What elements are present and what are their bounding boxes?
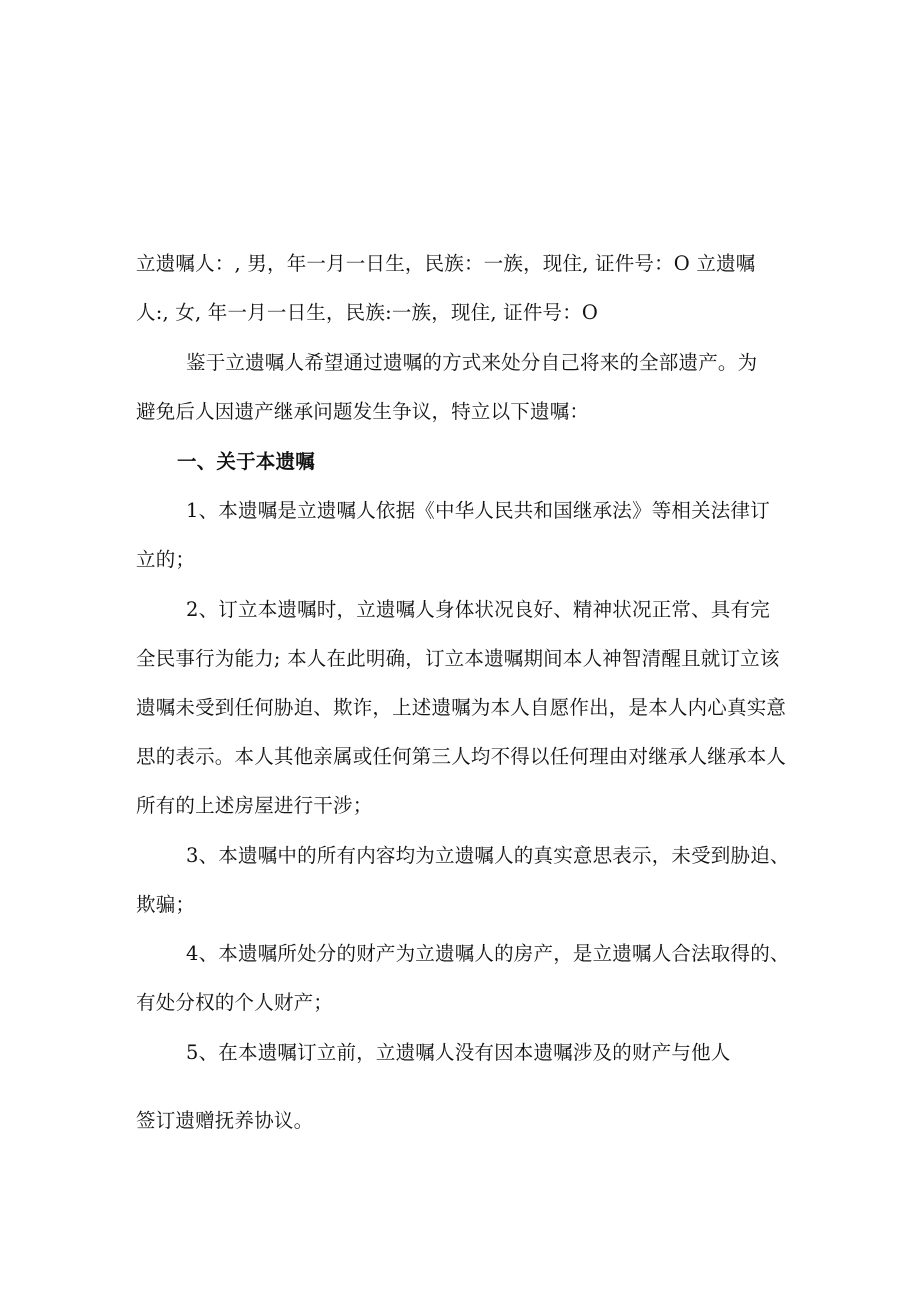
intro-line-1: 鉴于立遗嘱人希望通过遗嘱的方式来处分自己将来的全部遗产。为	[186, 351, 758, 374]
intro-line-2: 避免后人因遗产继承问题发生争议，特立以下遗嘱：	[136, 400, 590, 423]
testator-line-1: 立遗嘱人：, 男，年一月一日生，民族：一族，现住, 证件号：O 立遗嘱	[136, 252, 756, 275]
clause-1-line-2: 立的；	[136, 548, 196, 571]
clause-3-line-1: 3、本遗嘱中的所有内容均为立遗嘱人的真实意思表示，未受到胁迫、	[186, 844, 790, 867]
testator-line-2: 人:, 女, 年一月一日生，民族:一族，现住, 证件号：O	[136, 301, 599, 324]
clause-1-line-1: 1、本遗嘱是立遗嘱人依据《中华人民共和国继承法》等相关法律订	[186, 499, 770, 522]
clause-2-line-3: 遗嘱未受到任何胁迫、欺诈，上述遗嘱为本人自愿作出，是本人内心真实意	[136, 696, 787, 719]
clause-5-line-2: 签订遗赠抚养协议。	[136, 1109, 314, 1132]
section-1-heading: 一、关于本遗嘱	[177, 450, 315, 473]
clause-2-line-1: 2、订立本遗嘱时，立遗嘱人身体状况良好、精神状况正常、具有完	[186, 598, 770, 621]
clause-2-line-4: 思的表示。本人其他亲属或任何第三人均不得以任何理由对继承人继承本人	[136, 745, 787, 768]
clause-2-line-2: 全民事行为能力; 本人在此明确，订立本遗嘱期间本人神智清醒且就订立该	[136, 647, 780, 670]
clause-2-line-5: 所有的上述房屋进行干涉；	[136, 794, 373, 817]
clause-5-line-1: 5、在本遗嘱订立前，立遗嘱人没有因本遗嘱涉及的财产与他人	[186, 1041, 731, 1064]
clause-4-line-2: 有处分权的个人财产；	[136, 991, 334, 1014]
clause-4-line-1: 4、本遗嘱所处分的财产为立遗嘱人的房产，是立遗嘱人合法取得的、	[186, 942, 790, 965]
clause-3-line-2: 欺骗；	[136, 893, 196, 916]
